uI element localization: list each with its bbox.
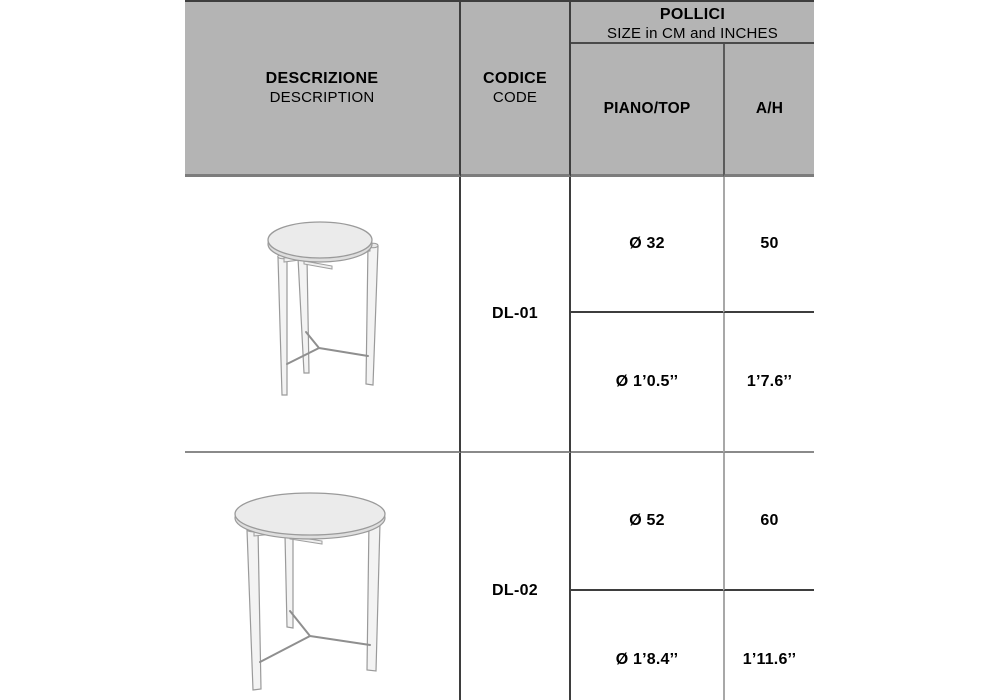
header-cell-ah [723,44,814,177]
code-cell-dl-02 [461,453,571,700]
header-size-secondary: SIZE in CM and INCHES [607,24,778,42]
value-cell-dl-01-inch-height [723,313,814,453]
value-cell-dl-01-inch-top [571,313,723,453]
inch-top-value: Ø 1’8.4’’ [615,651,679,668]
header-cell-piano-top [571,44,723,177]
value-cell-dl-01-cm-height [723,177,814,313]
header-cell-size-group [571,0,814,44]
description-cell-dl-02 [185,453,461,700]
cm-top-value: Ø 52 [629,512,665,529]
cm-height-value: 50 [760,235,779,252]
header-cell-description [185,0,461,177]
product-code: DL-01 [492,305,538,322]
product-drawing-dl-02 [232,488,392,693]
header-ah-label: A/H [755,100,784,117]
inch-height-value: 1’11.6’’ [742,651,797,668]
cm-height-value: 60 [760,512,779,529]
value-cell-dl-02-inch-top [571,591,723,700]
value-cell-dl-02-cm-height [723,453,814,591]
header-cell-code [461,0,571,177]
value-cell-dl-01-cm-top [571,177,723,313]
header-code-secondary: CODE [492,89,538,106]
description-cell-dl-01 [185,177,461,453]
header-piano-top-label: PIANO/TOP [603,100,691,117]
code-cell-dl-01 [461,177,571,453]
value-cell-dl-02-inch-height [723,591,814,700]
cm-top-value: Ø 32 [629,235,665,252]
header-description-primary: DESCRIZIONE [265,70,379,87]
product-code: DL-02 [492,582,538,599]
product-drawing-dl-01 [262,217,382,402]
spec-table [185,0,814,700]
inch-top-value: Ø 1’0.5’’ [615,373,679,390]
header-description-secondary: DESCRIPTION [269,89,375,106]
header-size-primary: POLLICI [659,5,726,23]
header-code-primary: CODICE [482,70,548,87]
inch-height-value: 1’7.6’’ [746,373,793,390]
value-cell-dl-02-cm-top [571,453,723,591]
